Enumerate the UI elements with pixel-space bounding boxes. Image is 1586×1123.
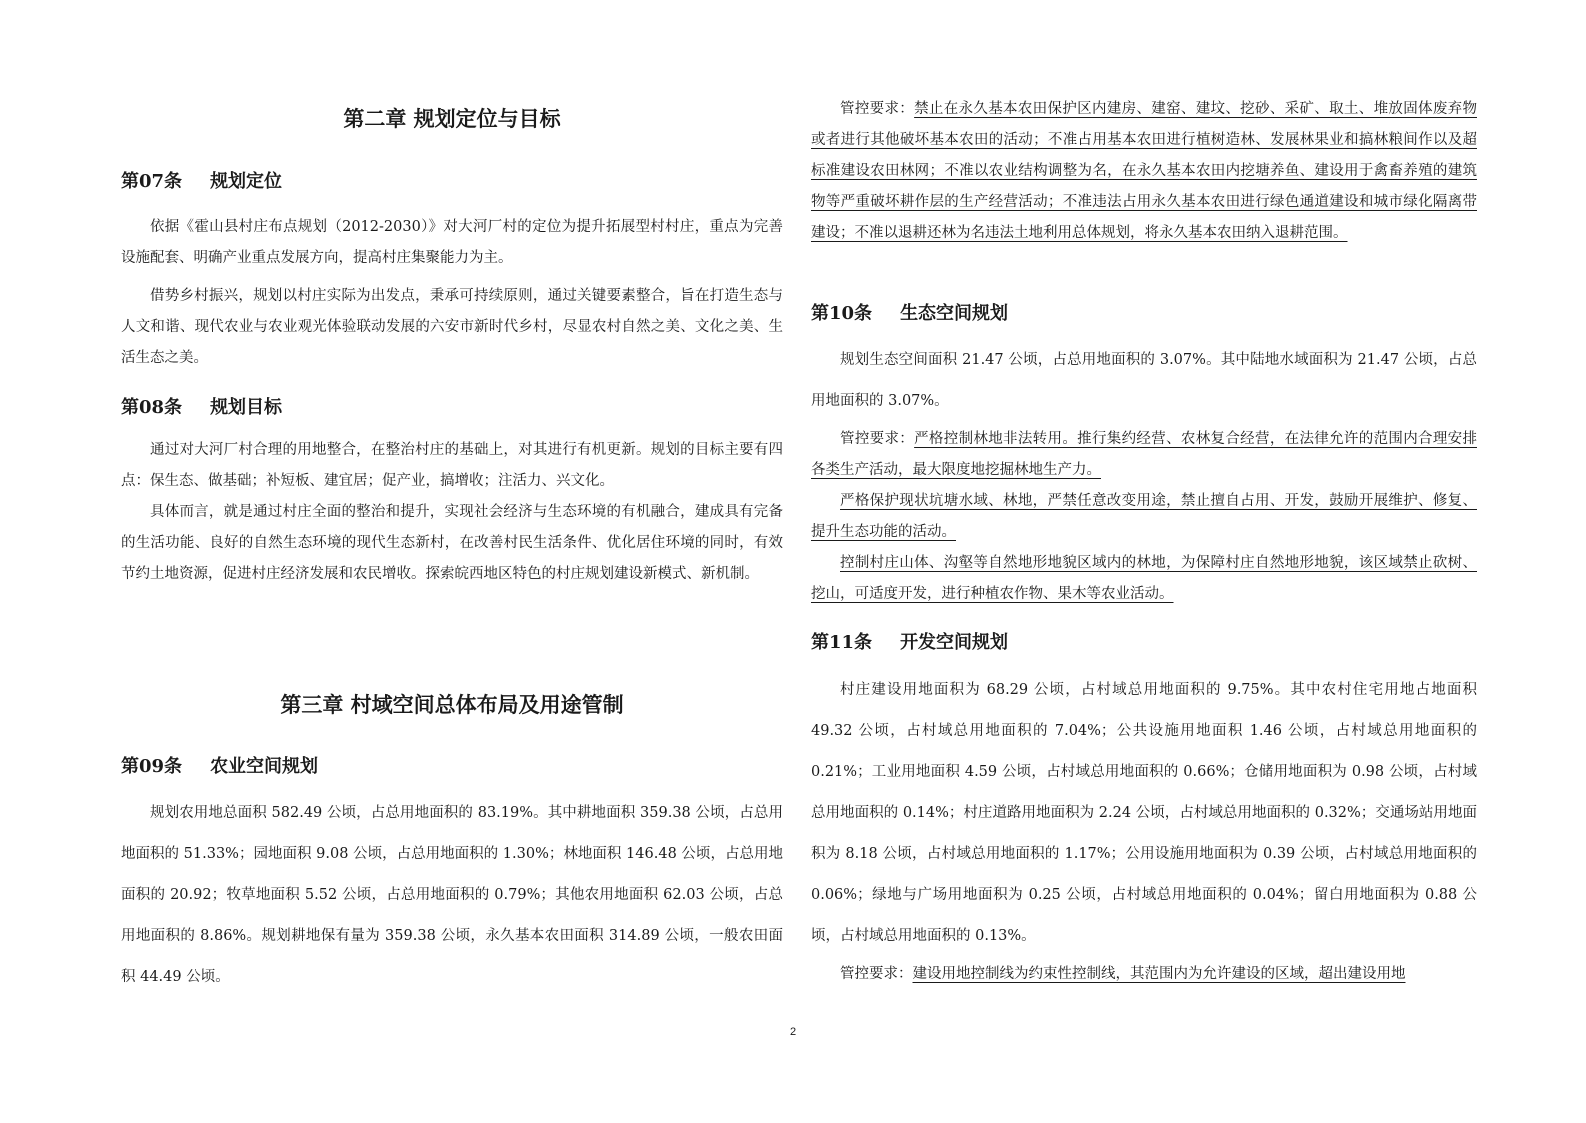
control-ecology-paragraph-2: [811, 486, 1477, 548]
article-07-number: 第07条: [121, 171, 183, 192]
article-07-paragraph-2: 借势乡村振兴，规划以村庄实际为出发点，秉承可持续原则，通过关键要素整合，旨在打造生态与人文和谐、现代农业与农业观光体验联动发展的六安市新时代乡村，尽显农村自然之美、文化之美、生活生态之美。: [121, 288, 783, 366]
control-label: 管控要求：: [840, 966, 913, 982]
article-10-paragraph-1: 规划生态空间面积 21.47 公顷，占总用地面积的 3.07%。其中陆地水域面积为 21.47 公顷，占总用地面积的 3.07%。: [811, 352, 1477, 409]
article-08-title: 规划目标: [210, 397, 283, 418]
article-08-heading: [121, 393, 282, 419]
control-label: 管控要求：: [840, 101, 915, 117]
page-number: 2: [789, 1026, 797, 1038]
chapter-2-title: 第二章 规划定位与目标: [343, 107, 561, 131]
control-farmland-text: 禁止在永久基本农田保护区内建房、建窑、建坟、挖砂、采矿、取土、堆放固体废弃物或者进行其他破坏基本农田的活动；不准占用基本农田进行植树造林、发展林果业和搞林粮间作以及超标准建设农田林网；不准以农业结构调整为名，在永久基本农田内挖塘养鱼、建设用于禽畜养殖的建筑物等严重破坏耕作层的生产经营活动；不准违法占用永久基本农田进行绿色通道建设和城市绿化隔离带建设；不准以退耕还林为名违法土地利用总体规划，将永久基本农田纳入退耕范围。: [811, 101, 1477, 241]
article-11-paragraph-1: 村庄建设用地面积为 68.29 公顷，占村域总用地面积的 9.75%。其中农村住宅用地占地面积 49.32 公顷，占村域总用地面积的 7.04%；公共设施用地面积 1.46 公顷，占村域总用地面积的 0.21%；工业用地面积 4.59 公顷，占村域总用地面积的 0.66%；仓储用地面积为 0.98 公顷，占村域总用地面积的 0.14%；村庄道路用地面积为 2.24 公顷，占村域总用地面积的 0.32%；交通场站用地面积为 8.18 公顷，占村域总用地面积的 1.17%；公用设施用地面积为 0.39 公顷，占村域总用地面积的 0.06%；绿地与广场用地面积为 0.25 公顷，占村域总用地面积的 0.04%；留白用地面积为 0.88 公顷，占村域总用地面积的 0.13%。: [811, 682, 1477, 944]
control-ecology-text-2: 严格保护现状坑塘水域、林地，严禁任意改变用途，禁止擅自占用、开发，鼓励开展维护、修复、提升生态功能的活动。: [811, 493, 1477, 540]
article-10-number: 第10条: [811, 303, 873, 324]
article-09-paragraph-1: 规划农用地总面积 582.49 公顷，占总用地面积的 83.19%。其中耕地面积 359.38 公顷，占总用地面积的 51.33%；园地面积 9.08 公顷，占总用地面积的 1.30%；林地面积 146.48 公顷，占总用地面积的 20.92；牧草地面积 5.52 公顷，占总用地面积的 0.79%；其他农用地面积 62.03 公顷，占总用地面积的 8.86%。规划耕地保有量为 359.38 公顷，永久基本农田面积 314.89 公顷，一般农田面积 44.49 公顷。: [121, 805, 783, 985]
article-10-heading: [811, 299, 1008, 325]
control-construction-text: 建设用地控制线为约束性控制线，其范围内为允许建设的区域，超出建设用地: [912, 966, 1406, 982]
article-09-number: 第09条: [121, 756, 183, 777]
control-requirements-ecology: [811, 424, 1477, 486]
control-requirements-construction: [811, 959, 1477, 990]
control-ecology-text-3: 控制村庄山体、沟壑等自然地形地貌区域内的林地，为保障村庄自然地形地貌，该区域禁止砍树、挖山，可适度开发，进行种植农作物、果木等农业活动。: [811, 555, 1477, 602]
article-07-title: 规划定位: [210, 171, 283, 192]
article-07-paragraph-1: 依据《霍山县村庄布点规划（2012-2030）》对大河厂村的定位为提升拓展型村村庄，重点为完善设施配套、明确产业重点发展方向，提高村庄集聚能力为主。: [121, 219, 783, 266]
article-08-paragraph-1: 通过对大河厂村合理的用地整合，在整治村庄的基础上，对其进行有机更新。规划的目标主要有四点：保生态、做基础；补短板、建宜居；促产业，搞增收；注活力、兴文化。: [121, 442, 783, 489]
control-requirements-farmland: [811, 94, 1477, 249]
chapter-3-title: 第三章 村域空间总体布局及用途管制: [280, 693, 624, 717]
article-07-heading: [121, 167, 282, 193]
article-10-title: 生态空间规划: [900, 303, 1009, 324]
article-11-title: 开发空间规划: [900, 632, 1009, 653]
article-08-number: 第08条: [121, 397, 183, 418]
control-ecology-paragraph-3: [811, 548, 1477, 610]
article-09-title: 农业空间规划: [210, 756, 319, 777]
control-ecology-text: 严格控制林地非法转用。推行集约经营、农林复合经营，在法律允许的范围内合理安排各类生产活动，最大限度地挖掘林地生产力。: [811, 431, 1477, 478]
article-09-heading: [121, 752, 318, 778]
control-label: 管控要求：: [840, 431, 915, 447]
article-11-number: 第11条: [811, 632, 873, 653]
article-11-heading: [811, 628, 1008, 654]
article-08-paragraph-2: 具体而言，就是通过村庄全面的整治和提升，实现社会经济与生态环境的有机融合，建成具有完备的生活功能、良好的自然生态环境的现代生态新村，在改善村民生活条件、优化居住环境的同时，有效节约土地资源，促进村庄经济发展和农民增收。探索皖西地区特色的村庄规划建设新模式、新机制。: [121, 504, 783, 582]
